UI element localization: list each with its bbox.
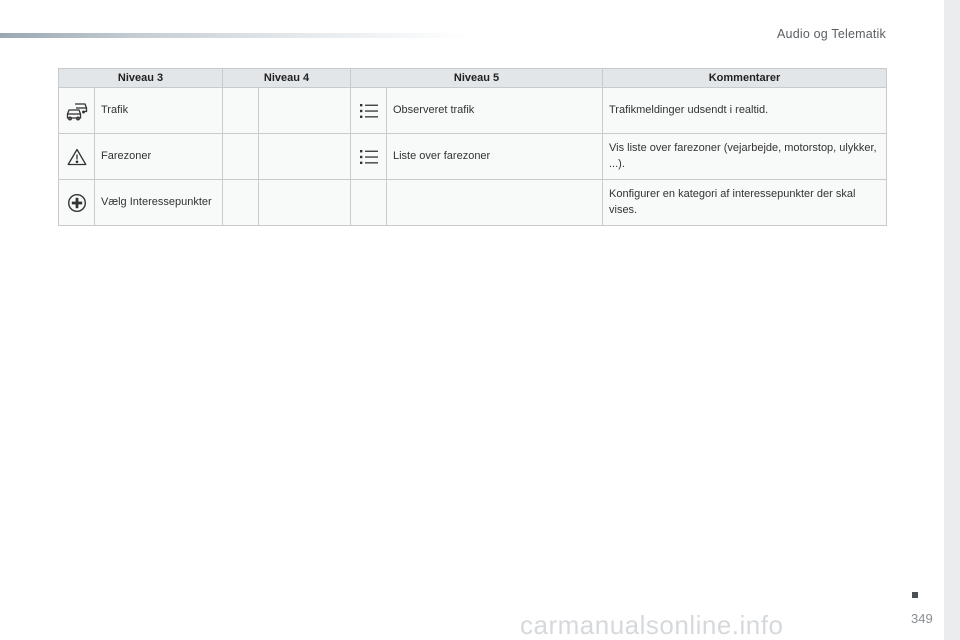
- comment-cell: Trafikmeldinger udsendt i realtid.: [603, 88, 887, 134]
- header-niveau-3: Niveau 3: [59, 69, 223, 88]
- page-edge-strip: [944, 0, 960, 640]
- list-icon: [359, 103, 379, 119]
- level4-icon-cell: [223, 88, 259, 134]
- level3-icon-cell: [59, 180, 95, 226]
- level3-icon-cell: [59, 88, 95, 134]
- menu-table: [58, 68, 887, 226]
- header-niveau-5: Niveau 5: [351, 69, 603, 88]
- level5-label: Liste over farezoner: [387, 134, 603, 180]
- level4-label: [259, 88, 351, 134]
- section-title: Audio og Telematik: [777, 27, 886, 41]
- footer-marker: [912, 592, 918, 598]
- traffic-cars-icon: [66, 101, 88, 121]
- table-row: [59, 134, 887, 180]
- level5-icon-cell: [351, 134, 387, 180]
- header-gradient-bar: [0, 33, 470, 38]
- level4-icon-cell: [223, 180, 259, 226]
- level3-label: Vælg Interessepunkter: [95, 180, 223, 226]
- comment-cell: Vis liste over farezoner (vejarbejde, motorstop, ulykker, ...).: [603, 134, 887, 180]
- level3-icon-cell: [59, 134, 95, 180]
- level4-label: [259, 180, 351, 226]
- level4-icon-cell: [223, 134, 259, 180]
- comment-cell: Konfigurer en kategori af interessepunkter der skal vises.: [603, 180, 887, 226]
- table-header-row: [59, 69, 887, 88]
- table-row: [59, 180, 887, 226]
- level3-label: Trafik: [95, 88, 223, 134]
- level5-icon-cell: [351, 180, 387, 226]
- level5-label: Observeret trafik: [387, 88, 603, 134]
- level4-label: [259, 134, 351, 180]
- list-icon: [359, 149, 379, 165]
- table-row: [59, 88, 887, 134]
- warning-triangle-icon: [67, 148, 87, 166]
- watermark: carmanualsonline.info: [520, 610, 784, 640]
- level5-label: [387, 180, 603, 226]
- page-number: 349: [911, 611, 933, 626]
- level5-icon-cell: [351, 88, 387, 134]
- add-circle-icon: [67, 193, 87, 213]
- level3-label: Farezoner: [95, 134, 223, 180]
- header-kommentarer: Kommentarer: [603, 69, 887, 88]
- header-niveau-4: Niveau 4: [223, 69, 351, 88]
